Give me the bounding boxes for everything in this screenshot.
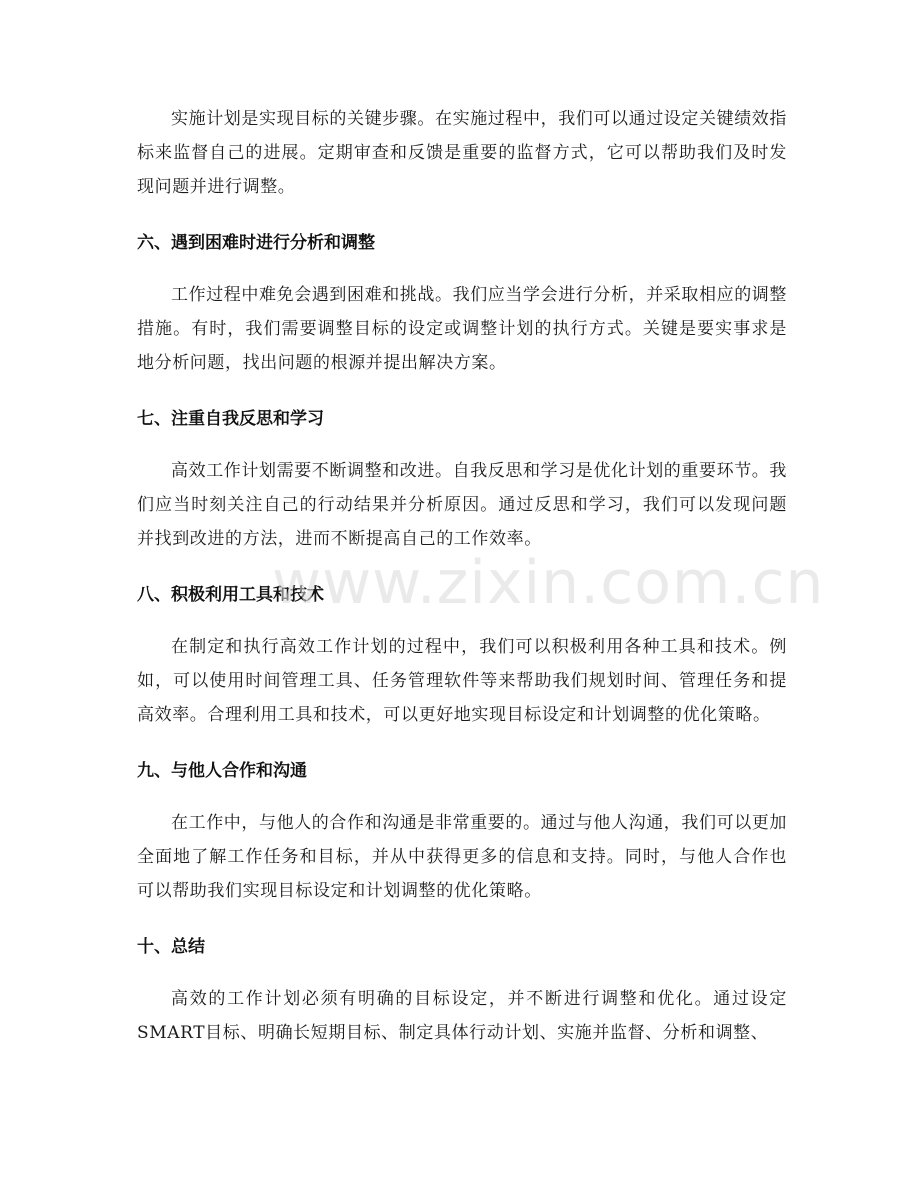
paragraph-implementation: 实施计划是实现目标的关键步骤。在实施过程中，我们可以通过设定关键绩效指标来监督自己的进展。定期审查和反馈是重要的监督方式，它可以帮助我们及时发现问题并进行调整。 [137,109,787,197]
paragraph-section-6: 工作过程中难免会遇到困难和挑战。我们应当学会进行分析，并采取相应的调整措施。有时，我们需要调整目标的设定或调整计划的执行方式。关键是要实事求是地分析问题，找出问题的根源并提出解决方案。 [137,285,787,373]
document-body [137,102,787,1050]
section-heading-6: 六、遇到困难时进行分析和调整 [137,233,375,253]
section-heading-7: 七、注重自我反思和学习 [137,409,324,429]
section-heading-8: 八、积极利用工具和技术 [137,585,324,605]
section-heading-9: 九、与他人合作和沟通 [137,761,307,781]
paragraph-section-7: 高效工作计划需要不断调整和改进。自我反思和学习是优化计划的重要环节。我们应当时刻关注自己的行动结果并分析原因。通过反思和学习，我们可以发现问题并找到改进的方法，进而不断提高自己的工作效率。 [137,461,787,549]
paragraph-section-10: 高效的工作计划必须有明确的目标设定，并不断进行调整和优化。通过设定SMART目标、明确长短期目标、制定具体行动计划、实施并监督、分析和调整、 [137,989,787,1043]
section-heading-10: 十、总结 [137,937,205,957]
paragraph-section-9: 在工作中，与他人的合作和沟通是非常重要的。通过与他人沟通，我们可以更加全面地了解工作任务和目标，并从中获得更多的信息和支持。同时，与他人合作也可以帮助我们实现目标设定和计划调整的优化策略。 [137,813,787,901]
watermark: www.zixin.com.cn [272,548,825,618]
paragraph-section-8: 在制定和执行高效工作计划的过程中，我们可以积极利用各种工具和技术。例如，可以使用时间管理工具、任务管理软件等来帮助我们规划时间、管理任务和提高效率。合理利用工具和技术，可以更好地实现目标设定和计划调整的优化策略。 [137,637,787,725]
